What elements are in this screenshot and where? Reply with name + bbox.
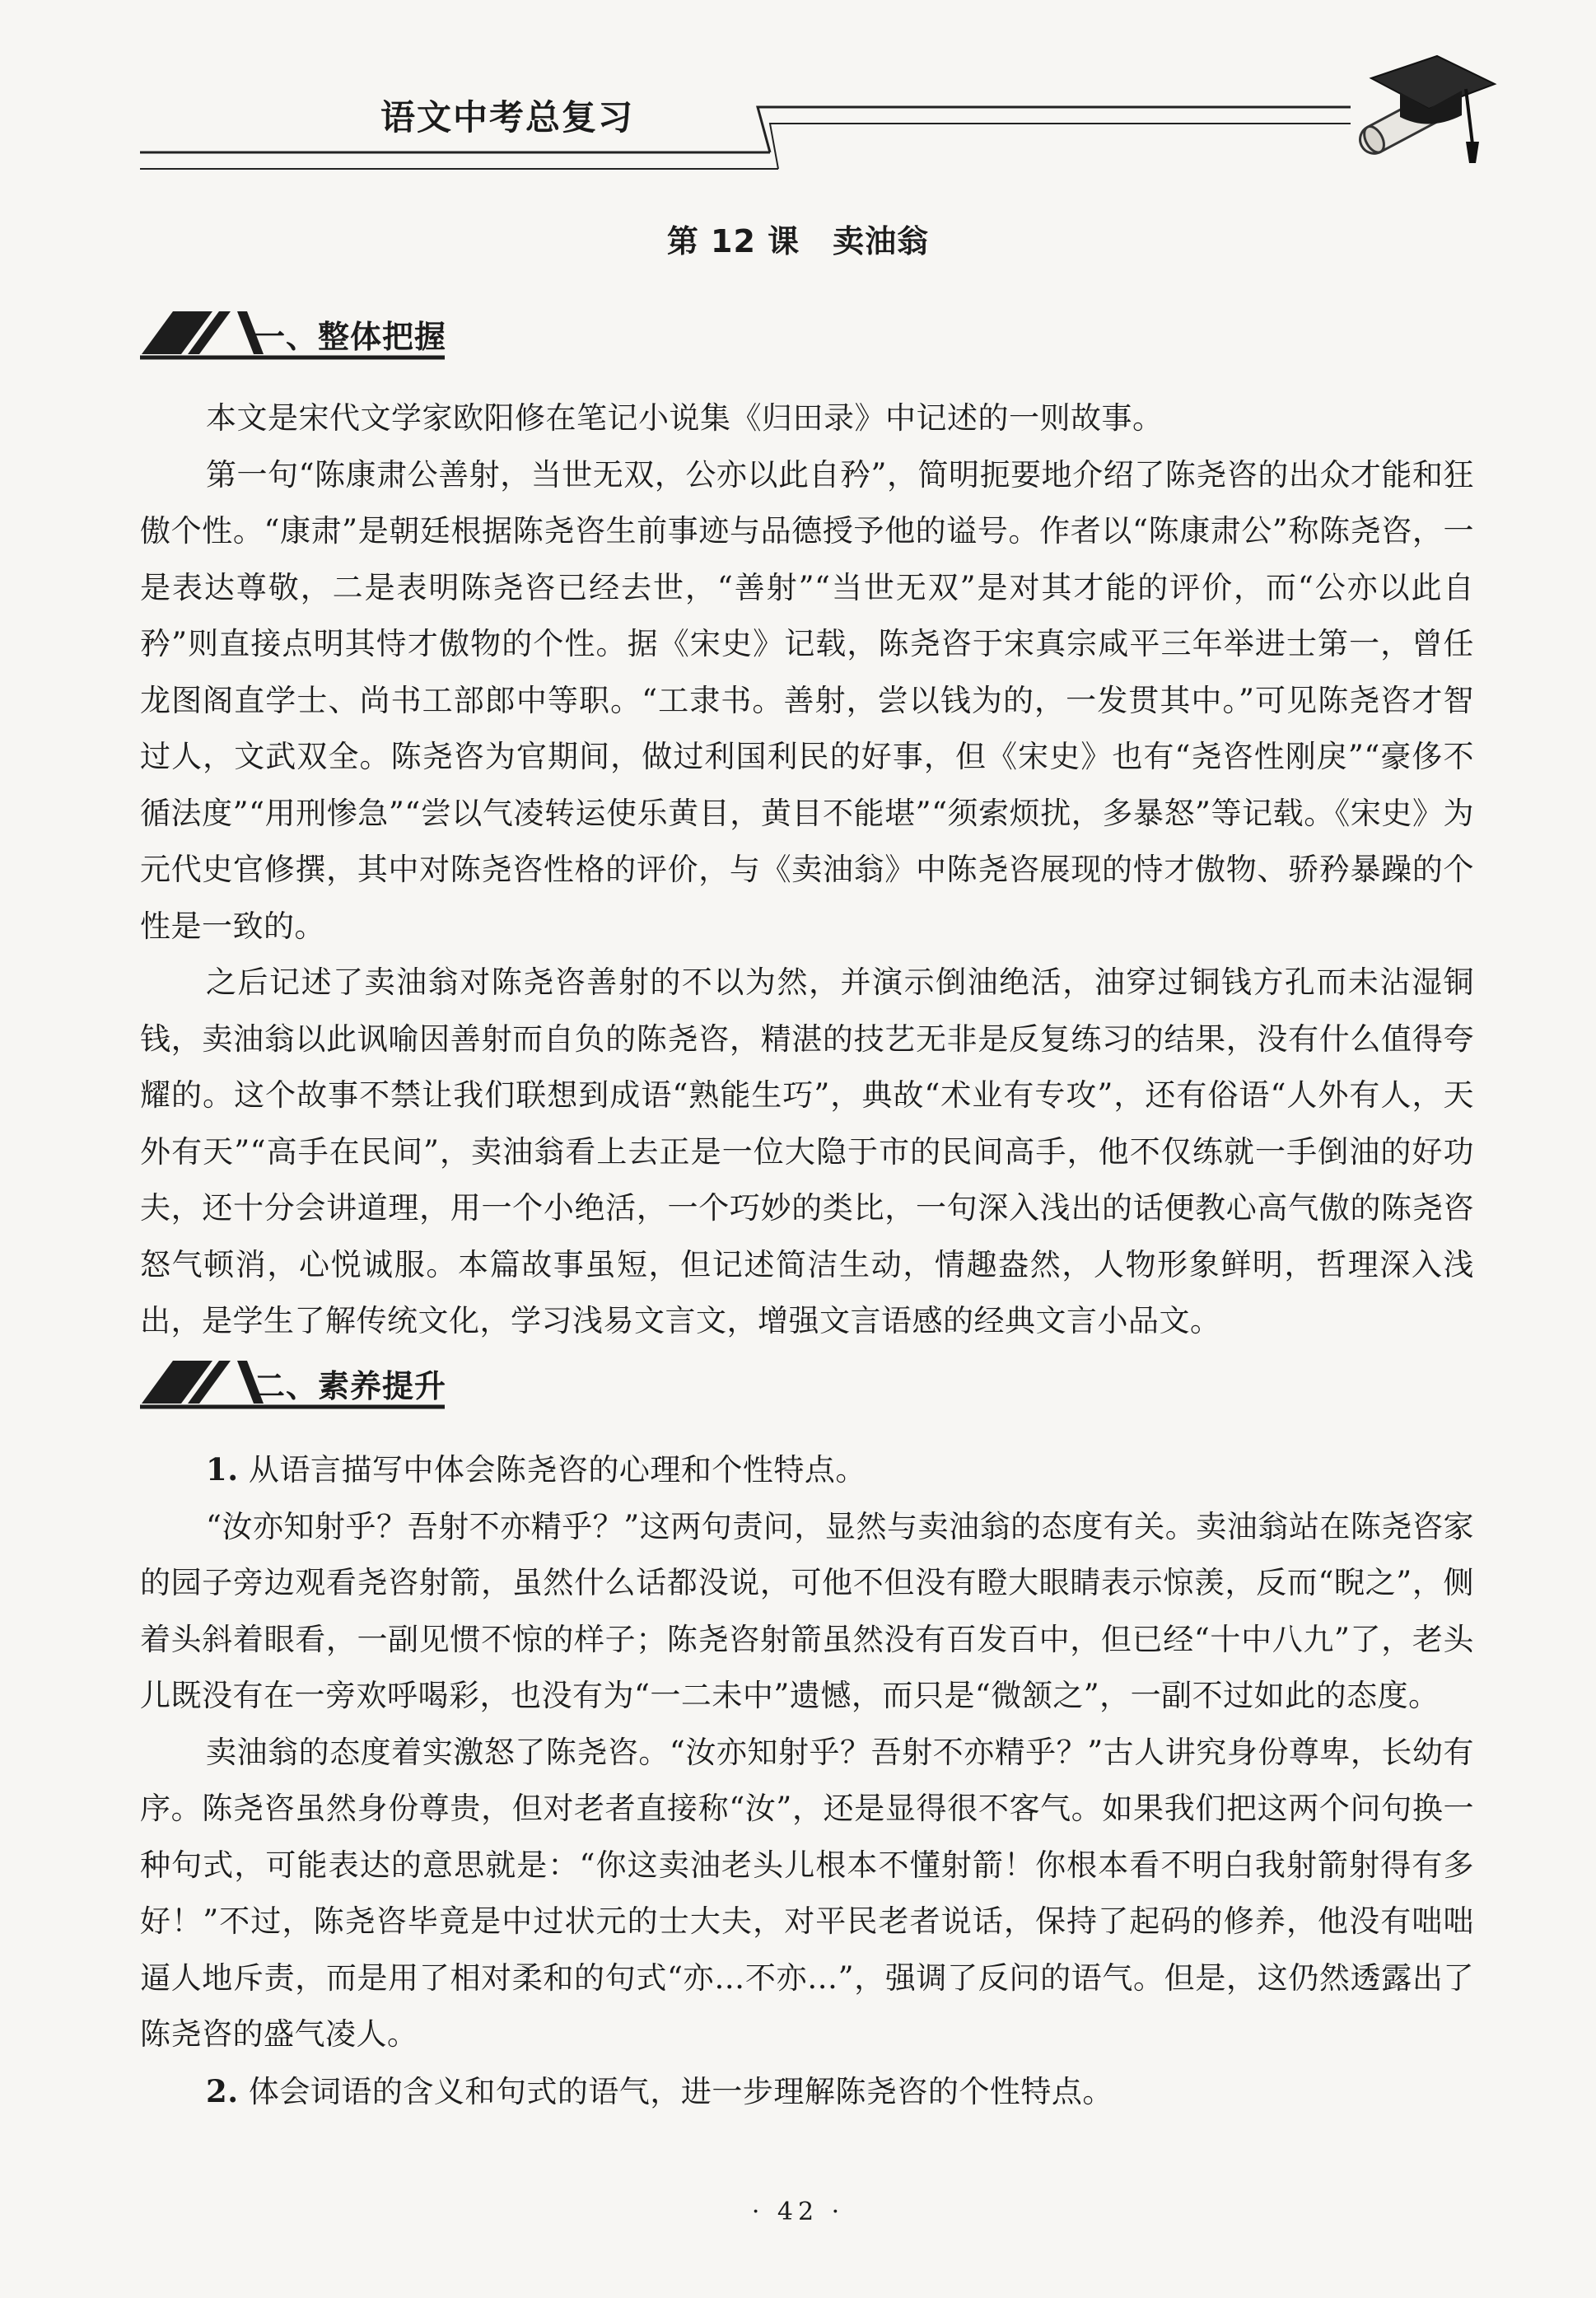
lesson-number: 第 12 课 [666, 223, 800, 259]
question-number: 1. [206, 1451, 239, 1488]
section-title: 一、整体把握 [254, 319, 447, 355]
paragraph: “汝亦知射乎？吾射不亦精乎？”这两句责问，显然与卖油翁的态度有关。卖油翁站在陈尧咨家的园子旁边观看尧咨射箭，虽然什么话都没说，可他不但没有瞪大眼睛表示惊羡，反而“睨之”，侧着头斜着眼看，一副见惯不惊的样子；陈尧咨射箭虽然没有百发百中，但已经“十中八九”了，老头儿既没有在一旁欢呼喝彩，也没有为“一二未中”遗憾，而只是“微颔之”，一副不过如此的态度。 [140, 1508, 1474, 1713]
lesson-name: 卖油翁 [833, 223, 930, 259]
paragraph: 卖油翁的态度着实激怒了陈尧咨。“汝亦知射乎？吾射不亦精乎？”古人讲究身份尊卑，长幼有序。陈尧咨虽然身份尊贵，但对老者直接称“汝”，还是显得很不客气。如果我们把这两个问句换一种句式，可能表达的意思就是：“你这卖油老头儿根本不懂射箭！你根本看不明白我射箭射得有多好！”不过，陈尧咨毕竟是中过状元的士大夫，对平民老者说话，保持了起码的修养，他没有咄咄逼人地斥责，而是用了相对柔和的句式“亦…不亦…”，强调了反问的语气。但是，这仍然透露出了陈尧咨的盛气凌人。 [140, 1734, 1474, 2052]
question-heading [140, 1441, 1474, 1499]
lesson-title [0, 216, 1596, 261]
question-text: 从语言描写中体会陈尧咨的心理和个性特点。 [248, 1452, 866, 1488]
section-body-literacy [140, 1441, 1474, 2120]
question-text: 体会词语的含义和句式的语气，进一步理解陈尧咨的个性特点。 [248, 2073, 1113, 2109]
question-number: 2. [206, 2072, 239, 2109]
paragraph: 之后记述了卖油翁对陈尧咨善射的不以为然，并演示倒油绝活，油穿过铜钱方孔而未沾湿铜钱，卖油翁以此讽喻因善射而自负的陈尧咨，精湛的技艺无非是反复练习的结果，没有什么值得夸耀的。这个故事不禁让我们联想到成语“熟能生巧”，典故“术业有专攻”，还有俗语“人外有人，天外有天”“高手在民间”，卖油翁看上去正是一位大隐于市的民间高手，他不仅练就一手倒油的好功夫，还十分会讲道理，用一个小绝活，一个巧妙的类比，一句深入浅出的话便教心高气傲的陈尧咨怒气顿消，心悦诚服。本篇故事虽短，但记述简洁生动，情趣盎然，人物形象鲜明，哲理深入浅出，是学生了解传统文化，学习浅易文言文，增强文言语感的经典文言小品文。 [140, 965, 1474, 1338]
question-heading [140, 2063, 1474, 2121]
section-body-overall [140, 390, 1474, 1350]
section-header-overall [140, 306, 453, 364]
paragraph: 第一句“陈康肃公善射，当世无双，公亦以此自矜”，简明扼要地介绍了陈尧咨的出众才能和狂傲个性。“康肃”是朝廷根据陈尧咨生前事迹与品德授予他的谥号。作者以“陈康肃公”称陈尧咨，一是表达尊敬，二是表明陈尧咨已经去世，“善射”“当世无双”是对其才能的评价，而“公亦以此自矜”则直接点明其恃才傲物的个性。据《宋史》记载，陈尧咨于宋真宗咸平三年举进士第一，曾任龙图阁直学士、尚书工部郎中等职。“工隶书。善射，尝以钱为的，一发贯其中。”可见陈尧咨才智过人，文武双全。陈尧咨为官期间，做过利国利民的好事，但《宋史》也有“尧咨性刚戾”“豪侈不循法度”“用刑惨急”“尝以气凌转运使乐黄目，黄目不能堪”“须索烦扰，多暴怒”等记载。《宋史》为元代史官修撰，其中对陈尧咨性格的评价，与《卖油翁》中陈尧咨展现的恃才傲物、骄矜暴躁的个性是一致的。 [140, 456, 1474, 944]
paragraph: 本文是宋代文学家欧阳修在笔记小说集《归田录》中记述的一则故事。 [206, 400, 1164, 436]
book-title: 语文中考总复习 [380, 97, 635, 138]
section-title: 二、素养提升 [254, 1368, 447, 1404]
section-header-literacy [140, 1356, 453, 1413]
graduation-cap-icon [1342, 41, 1499, 173]
page-number: · 42 · [751, 2198, 845, 2226]
